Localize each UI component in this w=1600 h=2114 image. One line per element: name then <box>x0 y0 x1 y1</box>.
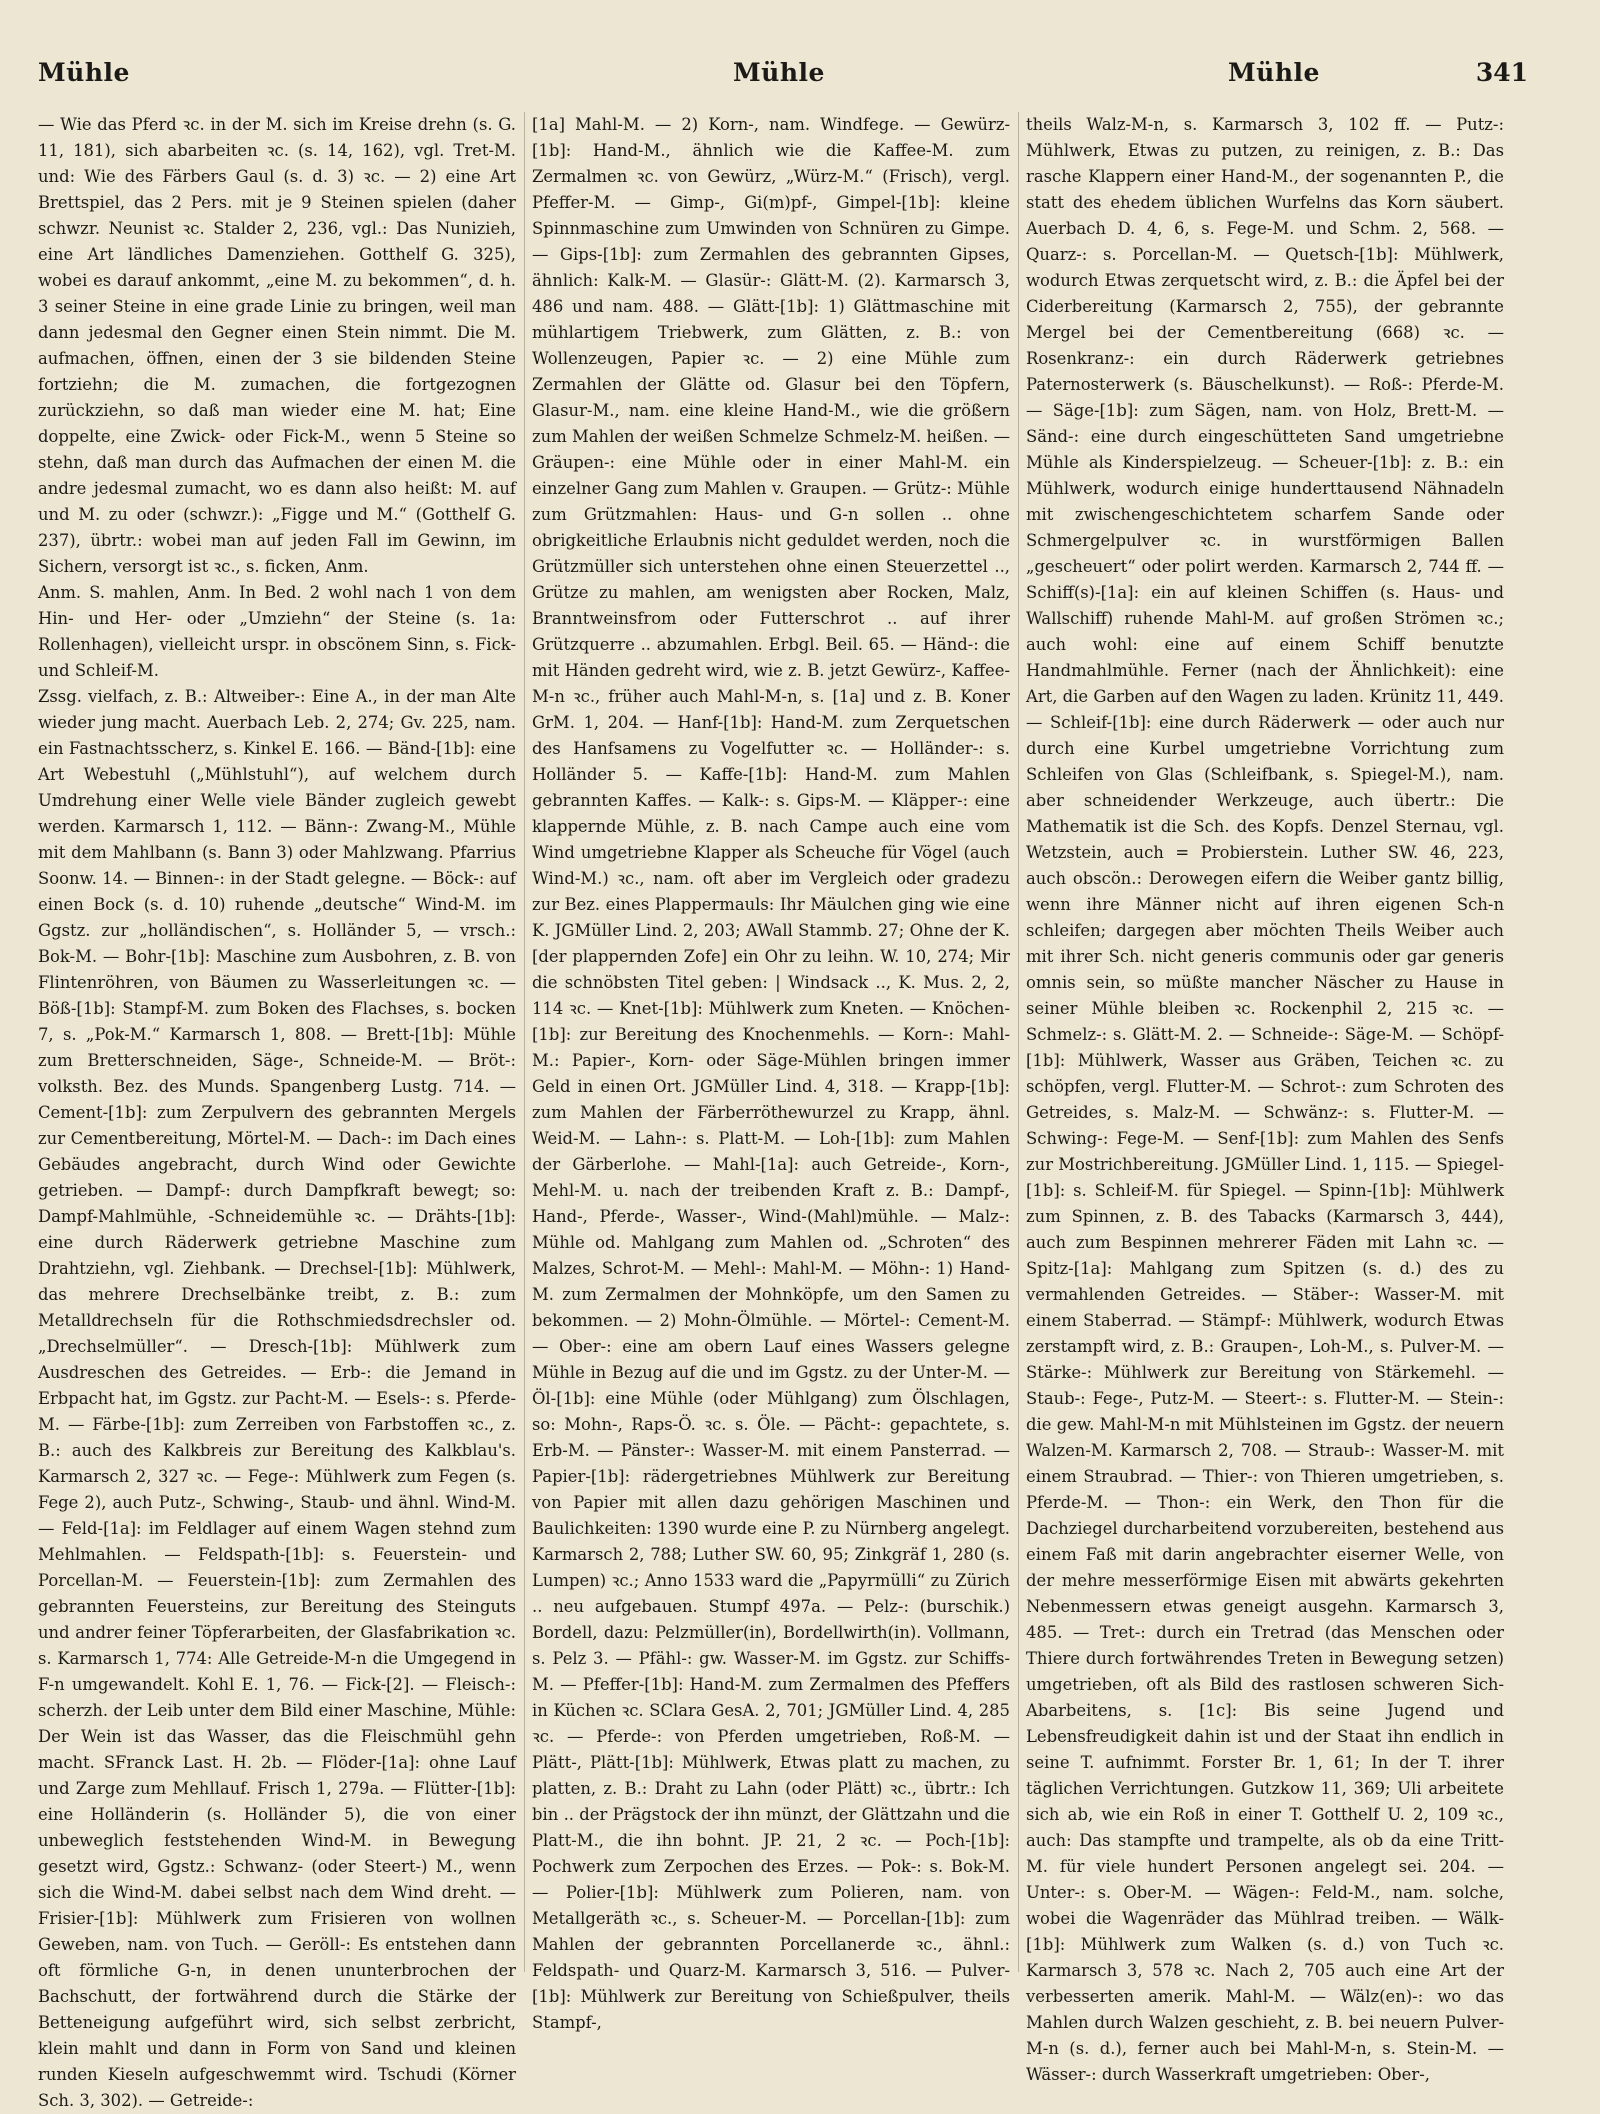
header-word-center: Mühle <box>733 58 825 87</box>
column-1-remark: Anm. S. mahlen, Anm. In Bed. 2 wohl nach 1 von dem Hin- und Her- oder „Umziehn“ der Steine (s. 1a: Rollenhagen), vielleicht urspr. in obscönem Sinn, s. Fick- und Schleif-M. <box>38 583 516 680</box>
column-1-text: — Wie das Pferd ꝛc. in der M. sich im Kreise drehn (s. G. 11, 181), sich abarbeiten ꝛc. (s. 14, 162), vgl. Tret-M. und: Wie des Färbers Gaul (s. d. 3) ꝛc. — 2) eine Art Brettspiel, das 2 Pers. mit je 9 Steinen spielen (daher schwzr. Neunist ꝛc. Stalder 2, 236, vgl.: Das Nunizieh, eine Art ländliches Damenziehen. Gotthelf G. 325), wobei es darauf ankommt, „eine M. zu bekommen“, d. h. 3 seiner Steine in eine grade Linie zu bringen, weil man dann jedesmal den Gegner einen Stein nimmt. Die M. aufmachen, öffnen, einen der 3 sie bildenden Steine fortziehn; die M. zumachen, die fortgezognen zurückziehn, so daß man wieder eine M. hat; Eine doppelte, eine Zwick- oder Fick-M., wenn 5 Steine so stehn, daß man durch das Aufmachen der einen M. die andre jedesmal zumacht, wo es dann also heißt: M. auf und M. zu oder (schwzr.): „Figge und M.“ (Gotthelf G. 237), übrtr.: wobei man auf jeden Fall im Gewinn, im Sichern, versorgt ist ꝛc., s. ficken, Anm. <box>38 115 516 576</box>
column-3 <box>1026 112 1504 2084</box>
column-2 <box>532 112 1010 2032</box>
header-word-right: Mühle <box>1228 58 1320 87</box>
column-3-text: theils Walz-M-n, s. Karmarsch 3, 102 ff. — Putz-: Mühlwerk, Etwas zu putzen, zu reinigen, z. B.: Das rasche Klappern einer Hand-M., der sogenannten P., die statt des ehedem üblichen Wurfelns das Korn säubert. Auerbach D. 4, 6, s. Fege-M. und Schm. 2, 568. — Quarz-: s. Porcellan-M. — Quetsch-[1b]: Mühlwerk, wodurch Etwas zerquetscht wird, z. B.: die Äpfel bei der Ciderbereitung (Karmarsch 2, 755), der gebrannte Mergel bei der Cementbereitung (668) ꝛc. — Rosenkranz-: ein durch Räderwerk getriebnes Paternosterwerk (s. Bäuschelkunst). — Roß-: Pferde-M. — Säge-[1b]: zum Sägen, nam. von Holz, Brett-M. — Sänd-: eine durch eingeschütteten Sand umgetriebne Mühle als Kinderspielzeug. — Scheuer-[1b]: z. B.: ein Mühlwerk, wodurch einige hunderttausend Nähnadeln mit zwischengeschichtetem scharfem Sande oder Schmergelpulver ꝛc. in wurstförmigen Ballen „gescheuert“ oder polirt werden. Karmarsch 2, 744 ff. — Schiff(s)-[1a]: ein auf kleinen Schiffen (s. Haus- und Wallschiff) ruhende Mahl-M. auf großen Strömen ꝛc.; auch wohl: eine auf einem Schiff benutzte Handmahlmühle. Ferner (nach der Ähnlichkeit): eine Art, die Garben auf den Wagen zu laden. Krünitz 11, 449. — Schleif-[1b]: eine durch Räderwerk — oder auch nur durch eine Kurbel umgetriebne Vorrichtung zum Schleifen von Glas (Schleifbank, s. Spiegel-M.), nam. aber schneidender Werkzeuge, auch übertr.: Die Mathematik ist die Sch. des Kopfs. Denzel Sternau, vgl. Wetzstein, auch = Probierstein. Luther SW. 46, 223, auch obscön.: Derowegen eifern die Weiber gantz billig, wenn ihre Männer nicht auf ihren eigenen Sch-n schleifen; dargegen aber möchten Theils Weiber auch mit ihrer Sch. nicht generis communis oder gar generis omnis sein, so müßte mancher Näscher zu Hause in seiner Mühle bleiben ꝛc. Rockenphil 2, 215 ꝛc. — Schmelz-: s. Glätt-M. 2. — Schneide-: Säge-M. — Schöpf-[1b]: Mühlwerk, Wasser aus Gräben, Teichen ꝛc. zu schöpfen, vergl. Flutter-M. — Schrot-: zum Schroten des Getreides, s. Malz-M. — Schwänz-: s. Flutter-M. — Schwing-: Fege-M. — Senf-[1b]: zum Mahlen des Senfs zur Mostrichbereitung. JGMüller Lind. 1, 115. — Spiegel-[1b]: s. Schleif-M. für Spiegel. — Spinn-[1b]: Mühlwerk zum Spinnen, z. B. des Tabacks (Karmarsch 3, 444), auch zum Bespinnen mehrerer Fäden mit Lahn ꝛc. — Spitz-[1a]: Mahlgang zum Spitzen (s. d.) des zu vermahlenden Getreides. — Stäber-: Wasser-M. mit einem Staberrad. — Stämpf-: Mühlwerk, wodurch Etwas zerstampft wird, z. B.: Graupen-, Loh-M., s. Pulver-M. — Stärke-: Mühlwerk zur Bereitung von Stärkemehl. — Staub-: Fege-, Putz-M. — Steert-: s. Flutter-M. — Stein-: die gew. Mahl-M-n mit Mühlsteinen im Ggstz. der neuern Walzen-M. Karmarsch 2, 708. — Straub-: Wasser-M. mit einem Straubrad. — Thier-: von Thieren umgetrieben, s. Pferde-M. — Thon-: ein Werk, den Thon für die Dachziegel durcharbeitend vorzubereiten, bestehend aus einem Faß mit darin angebrachter eiserner Welle, von der mehre messerförmige Eisen mit abwärts gekehrten Nebenmessern etwas geneigt ausgehn. Karmarsch 3, 485. — Tret-: durch ein Tretrad (das Menschen oder Thiere durch fortwährendes Treten in Bewegung setzen) umgetrieben, oft als Bild des rastlosen schweren Sich-Abarbeitens, s. [1c]: Bis seine Jugend und Lebensfreudigkeit dahin ist und der Staat ihn endlich in seine T. aufnimmt. Forster Br. 1, 61; In der T. ihrer täglichen Verrichtungen. Gutzkow 11, 369; Uli arbeitete sich ab, wie ein Roß in einer T. Gotthelf U. 2, 109 ꝛc., auch: Das stampfte und trampelte, als ob da eine Tritt-M. für viele hundert Personen angelegt sei. 204. — Unter-: s. Ober-M. — Wägen-: Feld-M., nam. solche, wobei die Wagenräder das Mühlrad treiben. — Wälk-[1b]: Mühlwerk zum Walken (s. d.) von Tuch ꝛc. Karmarsch 3, 578 ꝛc. Nach 2, 705 auch eine Art der verbesserten amerik. Mahl-M. — Wälz(en)-: wo das Mahlen durch Walzen geschieht, z. B. bei neuern Pulver-M-n (s. d.), ferner auch bei Mahl-M-n, s. Stein-M. — Wässer-: durch Wasserkraft umgetrieben: Ober-, <box>1026 115 1504 2084</box>
page-number: 341 <box>1475 58 1528 87</box>
text-columns <box>38 112 1504 2110</box>
column-1-compounds: Zssg. vielfach, z. B.: Altweiber-: Eine A., in der man Alte wieder jung macht. Auerbach Leb. 2, 274; Gv. 225, nam. ein Fastnachtsscherz, s. Kinkel E. 166. — Bänd-[1b]: eine Art Webestuhl („Mühlstuhl“), auf welchem durch Umdrehung einer Welle viele Bänder zugleich gewebt werden. Karmarsch 1, 112. — Bänn-: Zwang-M., Mühle mit dem Mahlbann (s. Bann 3) oder Mahlzwang. Pfarrius Soonw. 14. — Binnen-: in der Stadt gelegne. — Böck-: auf einen Bock (s. d. 10) ruhende „deutsche“ Wind-M. im Ggstz. zur „holländischen“, s. Holländer 5, — vrsch.: Bok-M. — Bohr-[1b]: Maschine zum Ausbohren, z. B. von Flintenröhren, von Bäumen zu Wasserleitungen ꝛc. — Böß-[1b]: Stampf-M. zum Boken des Flachses, s. bocken 7, s. „Pok-M.“ Karmarsch 1, 808. — Brett-[1b]: Mühle zum Bretterschneiden, Säge-, Schneide-M. — Bröt-: volksth. Bez. des Munds. Spangenberg Lustg. 714. — Cement-[1b]: zum Zerpulvern des gebrannten Mergels zur Cementbereitung, Mörtel-M. — Dach-: im Dach eines Gebäudes angebracht, durch Wind oder Gewichte getrieben. — Dampf-: durch Dampfkraft bewegt; so: Dampf-Mahlmühle, -Schneidemühle ꝛc. — Drähts-[1b]: eine durch Räderwerk getriebne Maschine zum Drahtziehn, vgl. Ziehbank. — Drechsel-[1b]: Mühlwerk, das mehrere Drechselbänke treibt, z. B.: zum Metalldrechseln für die Rothschmiedsdrechsler od. „Drechselmüller“. — Dresch-[1b]: Mühlwerk zum Ausdreschen des Getreides. — Erb-: die Jemand in Erbpacht hat, im Ggstz. zur Pacht-M. — Esels-: s. Pferde-M. — Färbe-[1b]: zum Zerreiben von Farbstoffen ꝛc., z. B.: auch des Kalkbreis zur Bereitung des Kalkblau's. Karmarsch 2, 327 ꝛc. — Fege-: Mühlwerk zum Fegen (s. Fege 2), auch Putz-, Schwing-, Staub- und ähnl. Wind-M. — Feld-[1a]: im Feldlager auf einem Wagen stehnd zum Mehlmahlen. — Feldspath-[1b]: s. Feuerstein- und Porcellan-M. — Feuerstein-[1b]: zum Zermahlen des gebrannten Feuersteins, zur Bereitung des Steinguts und andrer feiner Töpferarbeiten, der Glasfabrikation ꝛc. s. Karmarsch 1, 774: Alle Getreide-M-n die Umgegend in F-n umgewandelt. Kohl E. 1, 76. — Fick-[2]. — Fleisch-: scherzh. der Leib unter dem Bild einer Maschine, Mühle: Der Wein ist das Wasser, das die Fleischmühl gehn macht. SFranck Last. H. 2b. — Flöder-[1a]: ohne Lauf und Zarge zum Mehllauf. Frisch 1, 279a. — Flütter-[1b]: eine Holländerin (s. Holländer 5), die von einer unbeweglich feststehenden Wind-M. in Bewegung gesetzt wird, Ggstz.: Schwanz- (oder Steert-) M., wenn sich die Wind-M. dabei selbst nach dem Wind dreht. — Frisier-[1b]: Mühlwerk zum Frisieren von wollnen Geweben, nam. von Tuch. — Geröll-: Es entstehen dann oft förmliche G-n, in denen ununterbrochen der Bachschutt, der fortwährend durch die Stärke der Betteneigung aufgeführt wird, sich selbst zerbricht, klein mahlt und dann in Form von Sand und kleinen runden Kieseln aufgeschwemmt wird. Tschudi (Körner Sch. 3, 302). — Getreide-: <box>38 687 516 2110</box>
header-word-left: Mühle <box>38 58 130 87</box>
running-head <box>38 58 1528 98</box>
column-1 <box>38 112 516 2110</box>
column-2-text: [1a] Mahl-M. — 2) Korn-, nam. Windfege. — Gewürz-[1b]: Hand-M., ähnlich wie die Kaffee-M. zum Zermalmen ꝛc. von Gewürz, „Würz-M.“ (Frisch), vergl. Pfeffer-M. — Gimp-, Gi(m)pf-, Gimpel-[1b]: kleine Spinnmaschine zum Umwinden von Schnüren zu Gimpe. — Gips-[1b]: zum Zermahlen des gebrannten Gipses, ähnlich: Kalk-M. — Glasür-: Glätt-M. (2). Karmarsch 3, 486 und nam. 488. — Glätt-[1b]: 1) Glättmaschine mit mühlartigem Triebwerk, zum Glätten, z. B.: von Wollenzeugen, Papier ꝛc. — 2) eine Mühle zum Zermahlen der Glätte od. Glasur bei den Töpfern, Glasur-M., nam. eine kleine Hand-M., wie die größern zum Mahlen der weißen Schmelze Schmelz-M. heißen. — Gräupen-: eine Mühle oder in einer Mahl-M. ein einzelner Gang zum Mahlen v. Graupen. — Grütz-: Mühle zum Grützmahlen: Haus- und G-n sollen .. ohne obrigkeitliche Erlaubnis nicht geduldet werden, noch die Grützmüller sich unterstehen ohne einen Steuerzettel .., Grütze zu mahlen, am wenigsten aber Rocken, Malz, Branntweinsfrom oder Futterschrot .. auf ihrer Grützquerre .. abzumahlen. Erbgl. Beil. 65. — Händ-: die mit Händen gedreht wird, wie z. B. jetzt Gewürz-, Kaffee-M-n ꝛc., früher auch Mahl-M-n, s. [1a] und z. B. Koner GrM. 1, 204. — Hanf-[1b]: Hand-M. zum Zerquetschen des Hanfsamens zu Vogelfutter ꝛc. — Holländer-: s. Holländer 5. — Kaffe-[1b]: Hand-M. zum Mahlen gebrannten Kaffes. — Kalk-: s. Gips-M. — Kläpper-: eine klappernde Mühle, z. B. nach Campe auch eine vom Wind umgetriebne Klapper als Scheuche für Vögel (auch Wind-M.) ꝛc., nam. oft aber im Vergleich oder gradezu zur Bez. eines Plappermauls: Ihr Mäulchen ging wie eine K. JGMüller Lind. 2, 203; AWall Stammb. 27; Ohne der K. [der plappernden Zofe] ein Ohr zu leihn. W. 10, 274; Mir die schnöbsten Titel geben: | Windsack .., K. Mus. 2, 2, 114 ꝛc. — Knet-[1b]: Mühlwerk zum Kneten. — Knöchen-[1b]: zur Bereitung des Knochenmehls. — Korn-: Mahl-M.: Papier-, Korn- oder Säge-Mühlen bringen immer Geld in einen Ort. JGMüller Lind. 4, 318. — Krapp-[1b]: zum Mahlen der Färberröthewurzel zu Krapp, ähnl. Weid-M. — Lahn-: s. Platt-M. — Loh-[1b]: zum Mahlen der Gärberlohe. — Mahl-[1a]: auch Getreide-, Korn-, Mehl-M. u. nach der treibenden Kraft z. B.: Dampf-, Hand-, Pferde-, Wasser-, Wind-(Mahl)mühle. — Malz-: Mühle od. Mahlgang zum Mahlen od. „Schroten“ des Malzes, Schrot-M. — Mehl-: Mahl-M. — Möhn-: 1) Hand-M. zum Zermalmen der Mohnköpfe, um den Samen zu bekommen. — 2) Mohn-Ölmühle. — Mörtel-: Cement-M. — Ober-: eine am obern Lauf eines Wassers gelegne Mühle in Bezug auf die und im Ggstz. zu der Unter-M. — Öl-[1b]: eine Mühle (oder Mühlgang) zum Ölschlagen, so: Mohn-, Raps-Ö. ꝛc. s. Öle. — Pächt-: gepachtete, s. Erb-M. — Pänster-: Wasser-M. mit einem Pansterrad. — Papier-[1b]: rädergetriebnes Mühlwerk zur Bereitung von Papier mit allen dazu gehörigen Maschinen und Baulichkeiten: 1390 wurde eine P. zu Nürnberg angelegt. Karmarsch 2, 788; Luther SW. 60, 95; Zinkgräf 1, 280 (s. Lumpen) ꝛc.; Anno 1533 ward die „Papyrmülli“ zu Zürich .. neu aufgebauen. Stumpf 497a. — Pelz-: (burschik.) Bordell, dazu: Pelzmüller(in), Bordellwirth(in). Vollmann, s. Pelz 3. — Pfähl-: gw. Wasser-M. im Ggstz. zur Schiffs-M. — Pfeffer-[1b]: Hand-M. zum Zermalmen des Pfeffers in Küchen ꝛc. SClara GesA. 2, 701; JGMüller Lind. 4, 285 ꝛc. — Pferde-: von Pferden umgetrieben, Roß-M. — Plätt-, Plätt-[1b]: Mühlwerk, Etwas platt zu machen, zu platten, z. B.: Draht zu Lahn (oder Plätt) ꝛc., übrtr.: Ich bin .. der Prägstock der ihn münzt, der Glättzahn und die Platt-M., die ihn bohnt. JP. 21, 2 ꝛc. — Poch-[1b]: Pochwerk zum Zerpochen des Erzes. — Pok-: s. Bok-M. — Polier-[1b]: Mühlwerk zum Polieren, nam. von Metallgeräth ꝛc., s. Scheuer-M. — Porcellan-[1b]: zum Mahlen der gebrannten Porcellanerde ꝛc., ähnl.: Feldspath- und Quarz-M. Karmarsch 3, 516. — Pulver-[1b]: Mühlwerk zur Bereitung von Schießpulver, theils Stampf-, <box>532 115 1010 2032</box>
